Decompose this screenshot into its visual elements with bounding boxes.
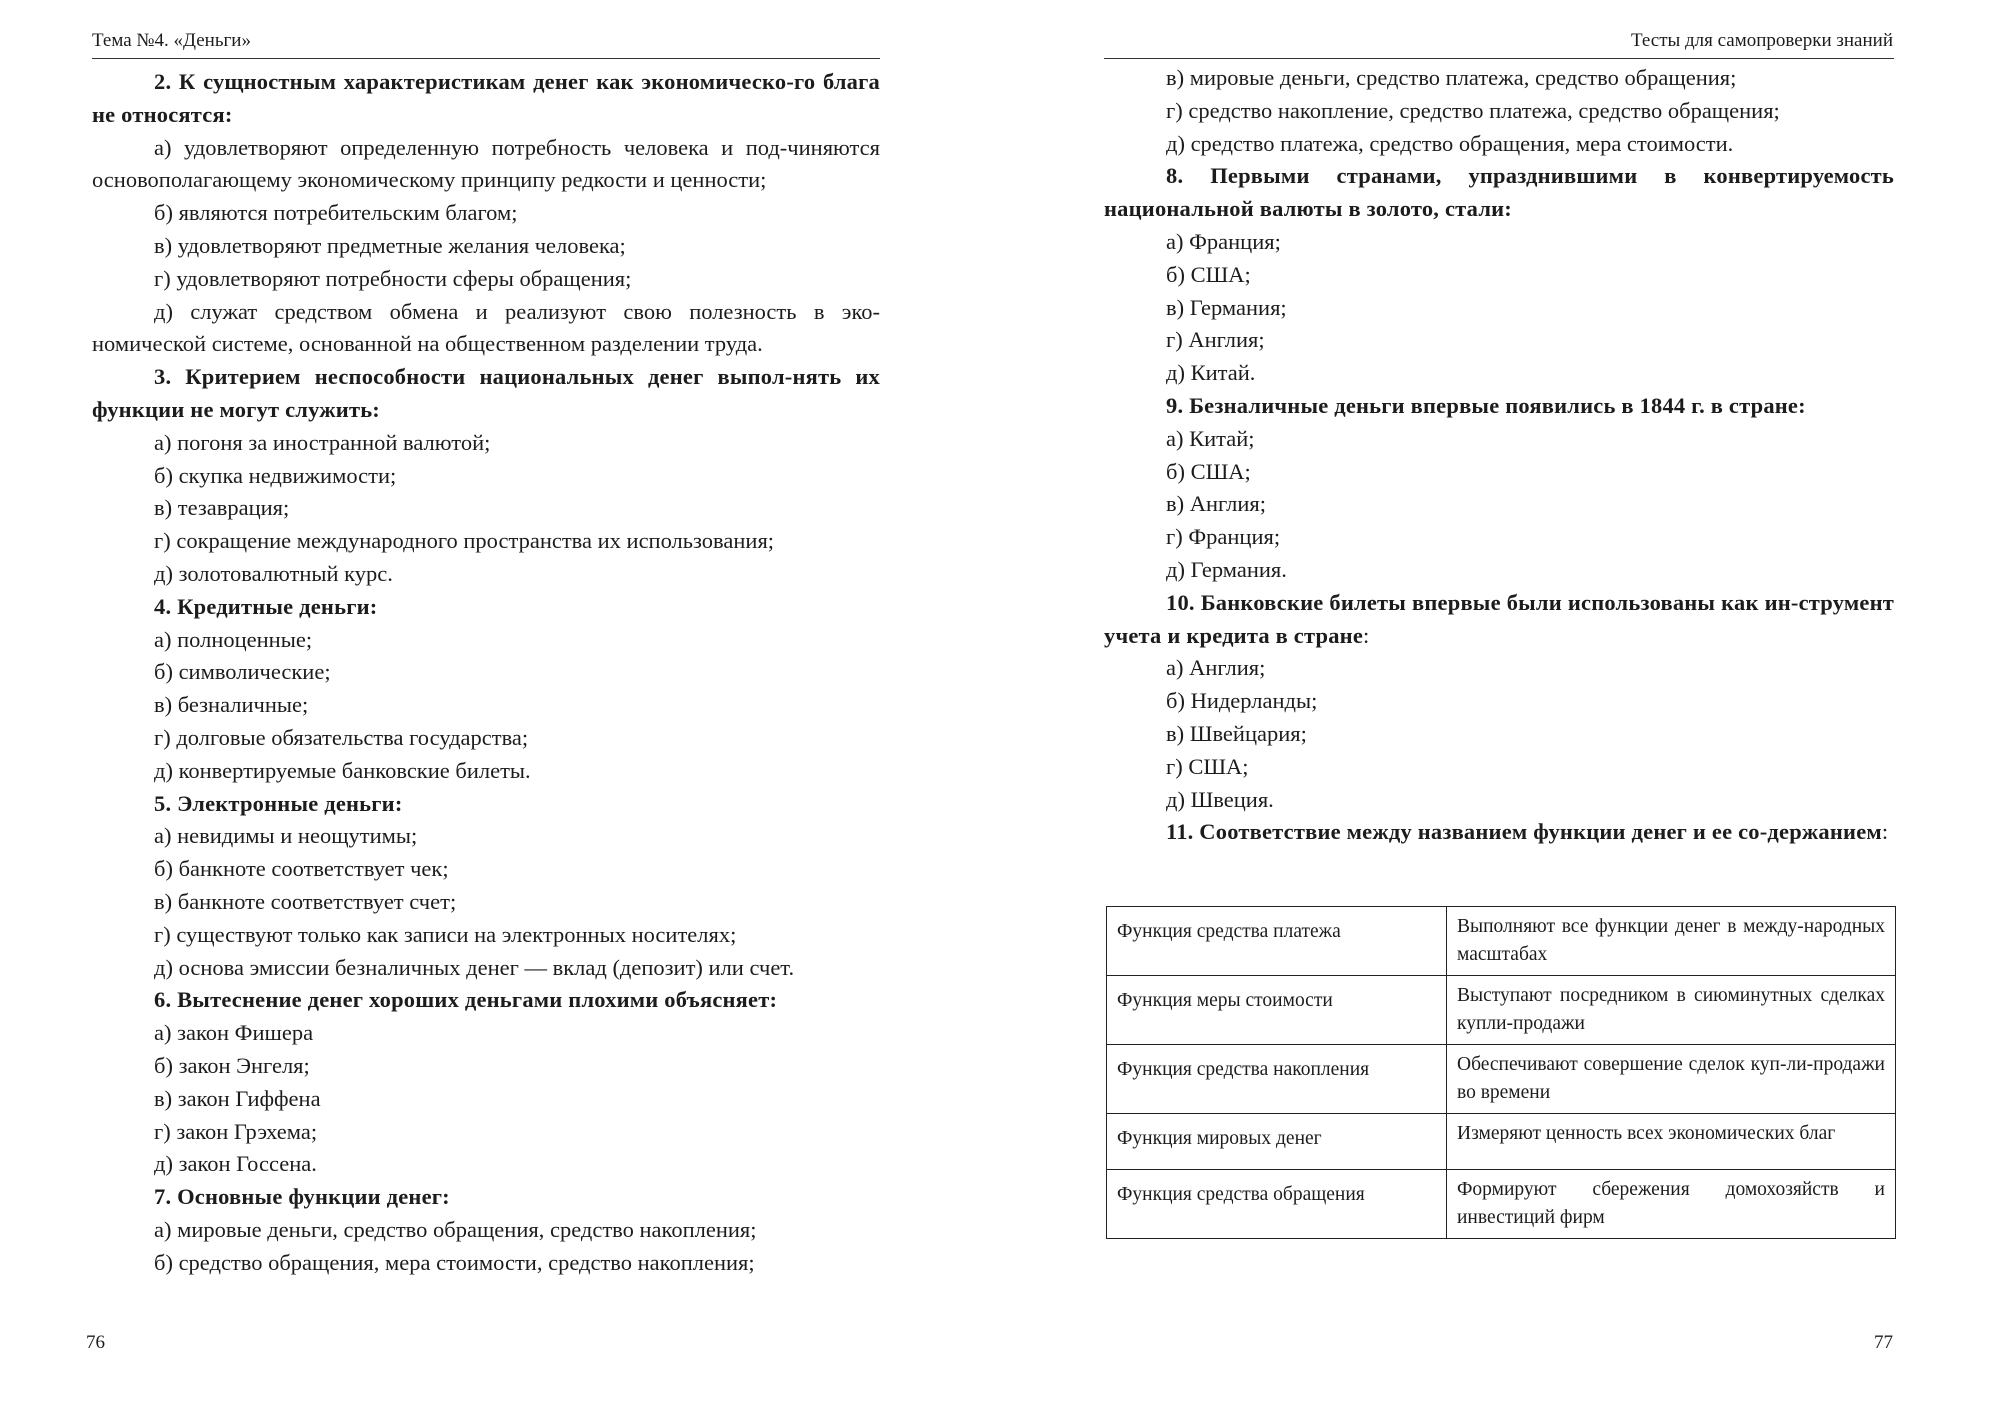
question-text: 2. К сущностным характеристикам денег как экономическо-го блага не относятся: (92, 69, 880, 127)
page-number: 76 (86, 1332, 105, 1353)
answer-option: а) закон Фишера (154, 1020, 314, 1046)
table-row (1107, 907, 1896, 976)
question (1104, 390, 1894, 423)
function-name-cell: Функция меры стоимости (1107, 976, 1447, 1045)
answer-option: в) Германия; (1166, 294, 1287, 320)
answer-option: д) основа эмиссии безналичных денег — вклад (депозит) или счет. (154, 954, 795, 980)
question (92, 984, 880, 1017)
answer-option: а) мировые деньги, средство обращения, средство накопления; (154, 1216, 757, 1242)
answer-option: в) банкноте соответствует счет; (154, 888, 457, 914)
answer-option: б) Нидерланды; (1166, 688, 1318, 714)
question (1104, 587, 1894, 653)
running-header: Тесты для самопроверки знаний (1630, 30, 1893, 51)
question-text: 9. Безналичные деньги впервые появились в 1844 г. в стране: (1166, 392, 1806, 418)
function-name-cell: Функция средства обращения (1107, 1170, 1447, 1239)
question-text: 5. Электронные деньги: (154, 790, 403, 816)
answer-option: в) закон Гиффена (154, 1085, 321, 1111)
function-description-cell: Выполняют все функции денег в между-народных масштабах (1447, 907, 1896, 976)
answer-option: г) Англия; (1166, 327, 1265, 353)
table-row (1107, 1114, 1896, 1170)
question-text: 6. Вытеснение денег хороших деньгами плохими объясняет: (154, 987, 778, 1013)
answer-option: д) золотовалютный курс. (154, 560, 393, 586)
question-text: 3. Критерием неспособности национальных денег выпол-нять их функции не могут служить: (92, 364, 880, 422)
answer-option: б) символические; (154, 659, 331, 685)
answer-option: а) полноценные; (154, 626, 313, 652)
answer-option: б) США; (1166, 458, 1251, 484)
answer-option: г) средство накопление, средство платежа, средство обращения; (1166, 97, 1780, 123)
answer-option: б) банкноте соответствует чек; (154, 856, 449, 882)
answer-option: д) служат средством обмена и реализуют свою полезность в эко-номической системе, основанной на общественном разделении труда. (92, 298, 880, 357)
page-body (92, 66, 880, 1279)
answer-option: б) США; (1166, 261, 1251, 287)
answer-option: г) Франция; (1166, 524, 1281, 550)
answer-option: в) тезаврация; (154, 495, 290, 521)
question-tail: : (1363, 622, 1370, 648)
table-row (1107, 1045, 1896, 1114)
question-text: 10. Банковские билеты впервые были использованы как ин-струмент учета и кредита в стране (1104, 589, 1894, 648)
answer-option: а) Китай; (1166, 425, 1255, 451)
question (1104, 816, 1894, 849)
function-description-cell: Выступают посредником в сиюминутных сделках купли-продажи (1447, 976, 1896, 1045)
answer-option: а) удовлетворяют определенную потребность человека и под-чиняются основополагающему экономическому принципу редкости и ценности; (92, 134, 880, 193)
answer-option: а) невидимы и неощутимы; (154, 823, 418, 849)
function-description-cell: Формируют сбережения домохозяйств и инвестиций фирм (1447, 1170, 1896, 1239)
question-tail: : (1881, 819, 1889, 845)
header-rule (92, 58, 880, 59)
page-body (1104, 62, 1894, 849)
answer-option: г) закон Грэхема; (154, 1118, 318, 1144)
answer-option: д) закон Госсена. (154, 1151, 317, 1177)
header-rule (1104, 58, 1894, 59)
answer-option: а) Англия; (1166, 655, 1266, 681)
function-description-cell: Обеспечивают совершение сделок куп-ли-продажи во времени (1447, 1045, 1896, 1114)
function-description-cell: Измеряют ценность всех экономических благ (1447, 1114, 1896, 1170)
answer-option: г) долговые обязательства государства; (154, 724, 529, 750)
answer-option: б) средство обращения, мера стоимости, средство накопления; (154, 1249, 755, 1275)
answer-option: д) Китай. (1166, 360, 1256, 386)
answer-option: б) скупка недвижимости; (154, 462, 397, 488)
answer-option: в) мировые деньги, средство платежа, средство обращения; (1166, 65, 1737, 90)
table-row (1107, 1170, 1896, 1239)
answer-option: д) Швеция. (1166, 786, 1274, 812)
question (92, 1181, 880, 1214)
page-number: 77 (1874, 1332, 1893, 1353)
question (92, 361, 880, 427)
function-name-cell: Функция мировых денег (1107, 1114, 1447, 1170)
right-page (1000, 0, 2000, 1402)
question-text: 8. Первыми странами, упразднившими в конвертируемость национальной валюты в золото, стали: (1104, 163, 1894, 222)
answer-option: б) являются потребительским благом; (154, 200, 518, 226)
answer-option: в) удовлетворяют предметные желания человека; (154, 232, 626, 258)
question (92, 591, 880, 624)
answer-option: в) Англия; (1166, 491, 1266, 517)
answer-option: д) Германия. (1166, 556, 1287, 582)
answer-option: г) удовлетворяют потребности сферы обращения; (154, 265, 632, 291)
answer-option: д) средство платежа, средство обращения, мера стоимости. (1166, 130, 1734, 156)
question (1104, 160, 1894, 226)
answer-option: г) сокращение международного пространства их использования; (154, 528, 775, 554)
answer-option: в) Швейцария; (1166, 720, 1307, 746)
answer-option: д) конвертируемые банковские билеты. (154, 757, 531, 783)
question-text: 7. Основные функции денег: (154, 1184, 450, 1210)
matching-table (1106, 906, 1896, 1239)
answer-option: б) закон Энгеля; (154, 1052, 310, 1078)
function-name-cell: Функция средства платежа (1107, 907, 1447, 976)
answer-option: г) существуют только как записи на электронных носителях; (154, 921, 737, 947)
question (92, 66, 880, 132)
answer-option: в) безналичные; (154, 692, 309, 718)
answer-option: а) погоня за иностранной валютой; (154, 429, 491, 455)
question (92, 788, 880, 821)
answer-option: а) Франция; (1166, 228, 1281, 254)
answer-option: г) США; (1166, 753, 1249, 779)
running-header: Тема №4. «Деньги» (92, 30, 251, 51)
function-name-cell: Функция средства накопления (1107, 1045, 1447, 1114)
question-text: 11. Соответствие между названием функции денег и ее со-держанием (1166, 819, 1882, 845)
question-text: 4. Кредитные деньги: (154, 593, 378, 619)
table-row (1107, 976, 1896, 1045)
